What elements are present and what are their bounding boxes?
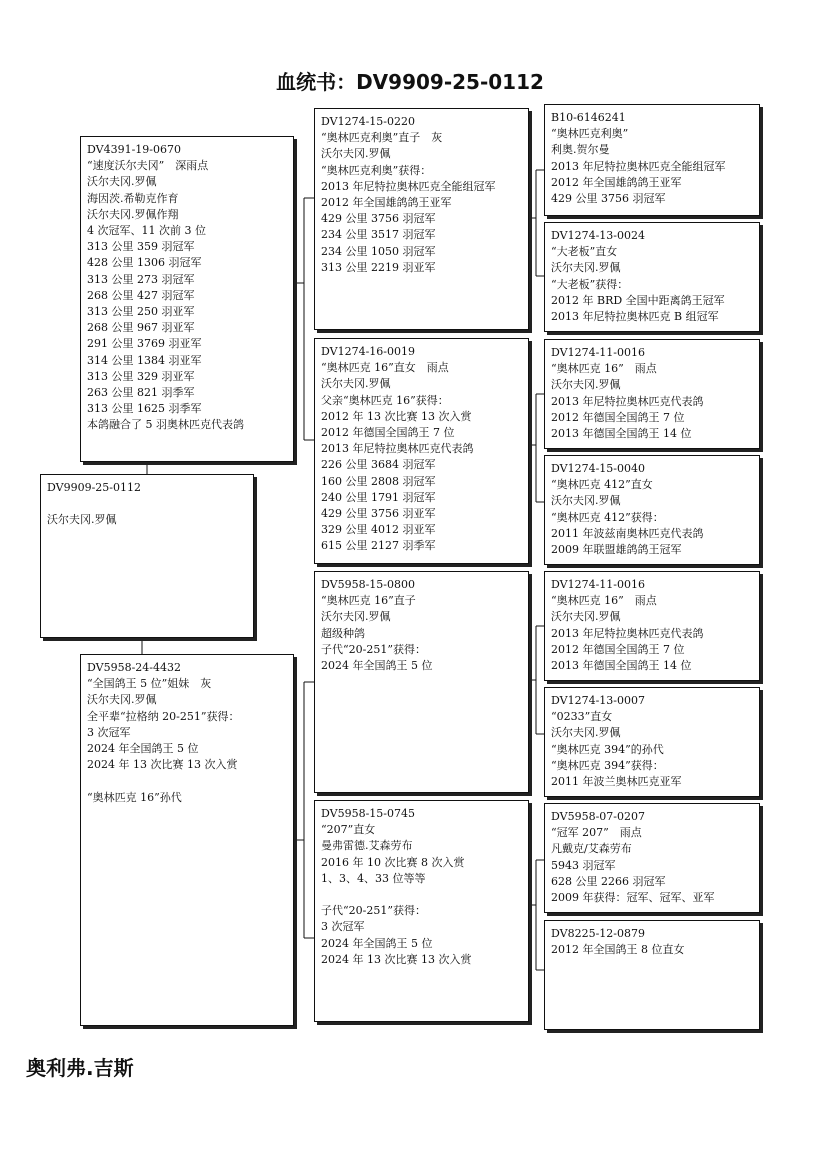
card-line: 沃尔夫冈.罗佩 [321,377,391,391]
card-line: 2012 年全国雄鸽鸽王亚军 [551,175,682,189]
card-line: 2024 年 13 次比赛 13 次入赏 [321,952,472,966]
ring-number: DV4391-19-0670 [87,143,181,156]
great-grandparent-8-card [544,920,760,1030]
card-line: “奥林匹克 16”孙代 [87,790,182,804]
card-line: 234 公里 3517 羽冠军 [321,228,436,242]
great-grandparent-4-card [544,455,760,565]
ring-number: DV5958-24-4432 [87,661,181,674]
ring-number: DV1274-15-0220 [321,115,415,128]
card-line: 3 次冠军 [87,725,131,739]
card-line: 利奥.贺尔曼 [551,143,610,157]
card-line: 1、3、4、33 位等等 [321,871,426,885]
card-line: 3 次冠军 [321,920,365,934]
card-line: 429 公里 3756 羽冠军 [551,192,666,206]
card-line: “大老板”直女 [551,245,618,259]
dam-card [80,654,294,1026]
ring-number: DV5958-15-0745 [321,807,415,820]
card-line: 2011 年波兹南奥林匹克代表鸽 [551,526,704,540]
card-line: 本鸽融合了 5 羽奥林匹克代表鸽 [87,418,244,432]
great-grandparent-1-card [544,104,760,216]
card-line: 2009 年联盟雄鸽鸽王冠军 [551,543,682,557]
card-line: “冠军 207” 雨点 [551,826,642,840]
card-line: 160 公里 2808 羽冠军 [321,474,436,488]
card-line: 615 公里 2127 羽季军 [321,539,436,553]
card-line: 291 公里 3769 羽亚军 [87,337,202,351]
card-line: 263 公里 821 羽季军 [87,386,195,400]
card-line: “奥林匹克利奥”直子 灰 [321,131,443,145]
card-line: 子代“20-251”获得： [321,904,426,918]
ring-number: DV1274-11-0016 [551,346,645,359]
ring-number: DV1274-11-0016 [551,578,645,591]
ring-number: DV1274-13-0024 [551,229,645,242]
ring-number: DV8225-12-0879 [551,927,645,940]
card-line: 沃尔夫冈.罗佩 [551,494,621,508]
card-line: 240 公里 1791 羽冠军 [321,490,436,504]
card-line: “奥林匹克 16”直女 雨点 [321,361,449,375]
card-line: 313 公里 329 羽亚军 [87,369,195,383]
card-line [47,496,247,512]
card-line: 4 次冠军、11 次前 3 位 [87,224,206,238]
card-line: 2012 年 BRD 全国中距离鸽王冠军 [551,293,725,307]
card-line: “奥林匹克 412”获得： [551,510,664,524]
card-line: 313 公里 1625 羽季军 [87,402,202,416]
card-line: 2012 年德国全国鸽王 7 位 [551,410,685,424]
card-line: 2009 年获得：冠军、冠军、亚军 [551,891,715,905]
card-line: 2024 年全国鸽王 5 位 [87,742,199,756]
card-line: 2024 年 13 次比赛 13 次入赏 [87,758,238,772]
card-line: 沃尔夫冈.罗佩 [551,378,621,392]
card-line: 2013 年尼特拉奥林匹克代表鸽 [551,394,704,408]
card-line: 429 公里 3756 羽冠军 [321,212,436,226]
card-line: 313 公里 273 羽冠军 [87,272,195,286]
card-line: 子代“20-251”获得： [321,642,426,656]
card-line: 2012 年全国鸽王 8 位直女 [551,943,685,957]
card-line: 268 公里 967 羽亚军 [87,321,195,335]
card-line: 428 公里 1306 羽冠军 [87,256,202,270]
card-line: “奥林匹克 16” 雨点 [551,594,657,608]
great-grandparent-5-card [544,571,760,681]
card-line: 曼弗雷德.艾森劳布 [321,839,413,853]
ring-number: DV1274-13-0007 [551,694,645,707]
card-line: 313 公里 359 羽冠军 [87,240,195,254]
card-line: 沃尔夫冈.罗佩 [321,147,391,161]
ring-number: DV1274-16-0019 [321,345,415,358]
card-line: 2012 年德国全国鸽王 7 位 [551,642,685,656]
card-line: 2013 年德国全国鸽王 14 位 [551,427,692,441]
card-line: 5943 羽冠军 [551,858,616,872]
ring-number: DV9909-25-0112 [47,481,141,494]
card-line: 父亲“奥林匹克 16”获得： [321,393,449,407]
card-line: “奥林匹克 16” 雨点 [551,362,657,376]
card-line: 429 公里 3756 羽亚军 [321,507,436,521]
card-line: 268 公里 427 羽冠军 [87,288,195,302]
card-line: “奥林匹克 394”的孙代 [551,742,664,756]
card-line: 2013 年尼特拉奥林匹克 B 组冠军 [551,310,719,324]
card-line: “全国鸽王 5 位”姐妹 灰 [87,677,212,691]
great-grandparent-3-card [544,339,760,449]
card-line: 沃尔夫冈.罗佩 [321,610,391,624]
grandsire-maternal-card [314,571,529,793]
card-line: 234 公里 1050 羽冠军 [321,244,436,258]
card-line: “0233”直女 [551,710,613,724]
card-line: “奥林匹克利奥”获得： [321,163,432,177]
card-line: 沃尔夫冈.罗佩 [551,610,621,624]
card-line: 314 公里 1384 羽亚军 [87,353,202,367]
card-line: 2013 年尼特拉奥林匹克全能组冠军 [551,159,726,173]
card-line: 2013 年尼特拉奥林匹克代表鸽 [551,626,704,640]
card-line: 沃尔夫冈.罗佩 [551,726,621,740]
sire-card [80,136,294,462]
breeder-name: 奥利弗.吉斯 [26,1056,134,1080]
card-line: 628 公里 2266 羽冠军 [551,874,666,888]
page-title: 血统书：DV9909-25-0112 [276,70,544,94]
card-line: 2013 年尼特拉奥林匹克全能组冠军 [321,179,496,193]
card-line [87,773,287,789]
card-line: 凡戴克/艾森劳布 [551,842,632,856]
subject-pigeon-card [40,474,254,638]
card-line: 2013 年德国全国鸽王 14 位 [551,659,692,673]
card-line: 313 公里 250 羽亚军 [87,305,195,319]
card-line: “奥林匹克 394”获得： [551,758,664,772]
card-line: 全平辈“拉格纳 20-251”获得： [87,709,240,723]
card-line: “奥林匹克 412”直女 [551,478,653,492]
card-line: 2012 年 13 次比赛 13 次入赏 [321,409,472,423]
great-grandparent-7-card [544,803,760,913]
card-line: 2024 年全国鸽王 5 位 [321,936,433,950]
card-line: “奥林匹克 16”直子 [321,594,416,608]
ring-number: DV5958-07-0207 [551,810,645,823]
card-line: 2024 年全国鸽王 5 位 [321,659,433,673]
card-line: “207”直女 [321,823,376,837]
card-line: 2011 年波兰奥林匹克亚军 [551,775,682,789]
grandsire-paternal-card [314,108,529,330]
card-line: 2012 年德国全国鸽王 7 位 [321,426,455,440]
card-line: 沃尔夫冈.罗佩 [87,175,157,189]
ring-number: DV5958-15-0800 [321,578,415,591]
card-line: 沃尔夫冈.罗佩 [87,693,157,707]
card-line: 2016 年 10 次比赛 8 次入赏 [321,855,465,869]
granddam-maternal-card [314,800,529,1022]
card-line: 329 公里 4012 羽亚军 [321,523,436,537]
card-line: 313 公里 2219 羽亚军 [321,260,436,274]
card-line: 2013 年尼特拉奥林匹克代表鸽 [321,442,474,456]
card-line: 海因茨.希勒克作育 [87,191,179,205]
card-line: “大老板”获得： [551,277,629,291]
card-line: “速度沃尔夫冈” 深雨点 [87,159,209,173]
card-line: 沃尔夫冈.罗佩 [47,513,117,527]
ring-number: B10-6146241 [551,111,626,124]
card-line: 沃尔夫冈.罗佩 [551,261,621,275]
card-line: 超级种鸽 [321,626,365,640]
granddam-paternal-card [314,338,529,564]
great-grandparent-6-card [544,687,760,797]
card-line: “奥林匹克利奥” [551,127,629,141]
great-grandparent-2-card [544,222,760,332]
card-line [321,887,522,903]
ring-number: DV1274-15-0040 [551,462,645,475]
card-line: 2012 年全国雄鸽鸽王亚军 [321,196,452,210]
card-line: 沃尔夫冈.罗佩作翔 [87,207,179,221]
card-line: 226 公里 3684 羽冠军 [321,458,436,472]
